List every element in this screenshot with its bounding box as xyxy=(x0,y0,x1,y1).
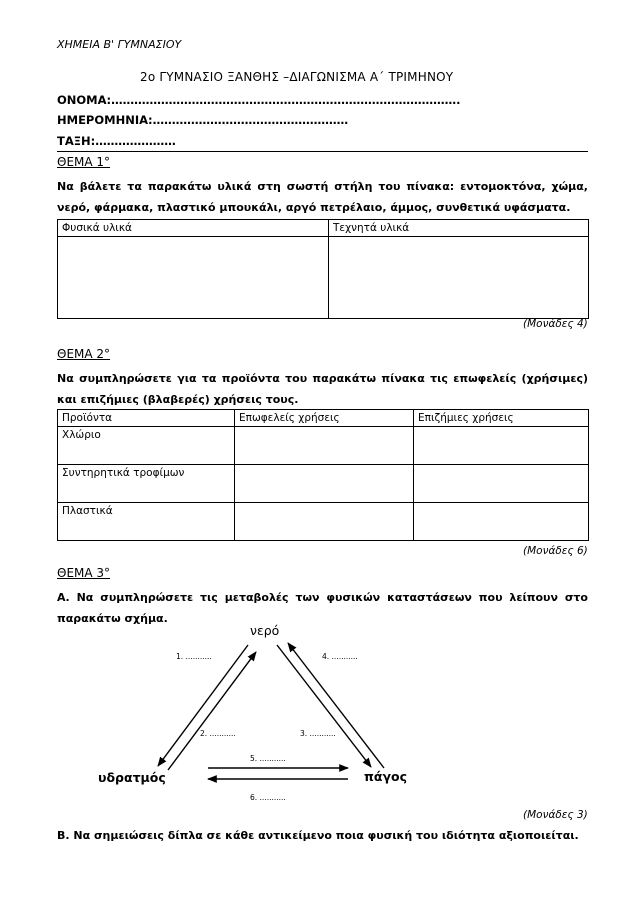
beneficial-uses-cell[interactable] xyxy=(235,503,414,541)
arrow-1 xyxy=(158,645,248,766)
thema3-part-b: Β. Να σημειώσεις δίπλα σε κάθε αντικείμενο ποια φυσική του ιδιότητα αξιοποιείται. xyxy=(57,829,579,842)
beneficial-uses-cell[interactable] xyxy=(235,465,414,503)
thema1-points: (Μονάδες 4) xyxy=(523,318,588,330)
beneficial-uses-cell[interactable] xyxy=(235,427,414,465)
state-water: νερό xyxy=(250,623,280,638)
page-header: ΧΗΜΕΙΑ Β' ΓΥΜΝΑΣΙΟΥ xyxy=(57,38,182,51)
materials-table-row xyxy=(58,237,589,319)
thema3-part-a: Α. Να συμπληρώσετε τις μεταβολές των φυσικών καταστάσεων που λείπουν στο παρακάτω σχήμα. xyxy=(57,591,588,625)
products-table-header xyxy=(58,410,589,427)
thema1-instructions: Να βάλετε τα παρακάτω υλικά στη σωστή στήλη του πίνακα: εντομοκτόνα, χώμα, νερό, φάρμακα, πλαστικό μπουκάλι, αργό πετρέλαιο, άμμος, συνθετικά υφάσματα. xyxy=(57,180,588,214)
harmful-uses-header: Επιζήμιες χρήσεις xyxy=(414,410,589,427)
thema1-title: ΘΕΜΑ 1° xyxy=(57,155,111,169)
harmful-uses-cell[interactable] xyxy=(414,465,589,503)
thema3-points: (Μονάδες 3) xyxy=(523,809,588,821)
products-header: Προϊόντα xyxy=(58,410,235,427)
product-plastics: Πλαστικά xyxy=(58,503,235,541)
arrow-4 xyxy=(288,643,384,768)
table-row xyxy=(58,427,589,465)
arrow-3 xyxy=(277,645,371,767)
page-title: 2ο ΓΥΜΝΑΣΙΟ ΞΑΝΘΗΣ –ΔΙΑΓΩΝΙΣΜΑ Α΄ ΤΡΙΜΗΝΟΥ xyxy=(140,70,454,84)
blank-label-3: 3. ........... xyxy=(300,729,336,738)
blank-label-6: 6. ........... xyxy=(250,793,286,802)
blank-label-5: 5. ........... xyxy=(250,754,286,763)
thema2-instructions: Να συμπληρώσετε για τα προϊόντα του παρακάτω πίνακα τις επωφελείς (χρήσιμες) και επιζήμιες (βλαβερές) χρήσεις τους. xyxy=(57,372,588,406)
blank-label-2: 2. ........... xyxy=(200,729,236,738)
harmful-uses-cell[interactable] xyxy=(414,503,589,541)
product-preservatives: Συντηρητικά τροφίμων xyxy=(58,465,235,503)
artificial-materials-cell[interactable] xyxy=(329,237,589,319)
table-row xyxy=(58,465,589,503)
state-changes-diagram xyxy=(98,622,490,808)
blank-label-1: 1. ........... xyxy=(176,652,212,661)
artificial-materials-header: Τεχνητά υλικά xyxy=(329,220,589,237)
natural-materials-header: Φυσικά υλικά xyxy=(58,220,329,237)
beneficial-uses-header: Επωφελείς χρήσεις xyxy=(235,410,414,427)
class-field: ΤΑΞΗ:………………… xyxy=(57,134,176,148)
name-field: ΟΝΟΜΑ:………………………………………………………………………………. xyxy=(57,93,461,107)
state-vapor: υδρατμός xyxy=(98,770,166,785)
thema2-title: ΘΕΜΑ 2° xyxy=(57,347,111,361)
table-row xyxy=(58,503,589,541)
blank-label-4: 4. ........... xyxy=(322,652,358,661)
date-field: ΗΜΕΡΟΜΗΝΙΑ:…………………………………………… xyxy=(57,113,349,127)
arrow-2 xyxy=(168,652,256,770)
thema3-title: ΘΕΜΑ 3° xyxy=(57,566,111,580)
products-table xyxy=(57,409,589,541)
materials-table-header xyxy=(58,220,589,237)
thema2-points: (Μονάδες 6) xyxy=(523,545,588,557)
materials-table xyxy=(57,219,589,319)
product-chlorine: Χλώριο xyxy=(58,427,235,465)
state-ice: πάγος xyxy=(364,769,407,784)
header-divider xyxy=(57,151,588,152)
harmful-uses-cell[interactable] xyxy=(414,427,589,465)
natural-materials-cell[interactable] xyxy=(58,237,329,319)
